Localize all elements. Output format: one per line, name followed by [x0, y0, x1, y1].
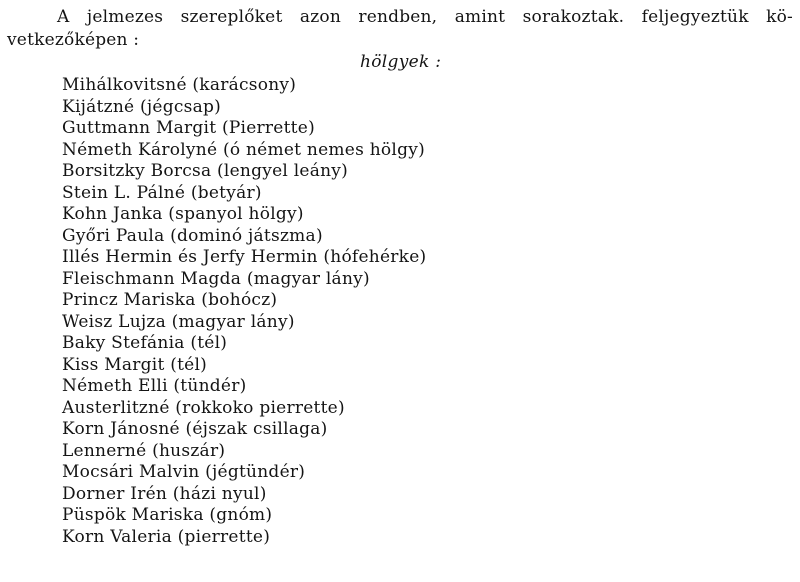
- list-item: Stein L. Pálné (betyár): [62, 182, 262, 203]
- intro-paragraph-line2: vetkezőképen :: [7, 30, 140, 50]
- intro-text-line1: A jelmezes szereplőket azon rendben, amint sorakoztak. feljegyeztük kö-: [57, 7, 793, 27]
- list-item: Austerlitzné (rokkoko pierrette): [62, 397, 345, 418]
- list-item: Németh Károlyné (ó német nemes hölgy): [62, 139, 425, 160]
- list-item: Kijátzné (jégcsap): [62, 96, 221, 117]
- list-item: Mocsári Malvin (jégtündér): [62, 462, 306, 482]
- intro-paragraph-line1: [7, 6, 793, 29]
- participant-list: [62, 75, 426, 548]
- list-item: Mihálkovitsné (karácsony): [62, 75, 297, 95]
- list-item: Lennerné (huszár): [62, 440, 226, 461]
- list-item: Püspök Mariska (gnóm): [62, 505, 273, 525]
- list-item: Guttmann Margit (Pierrette): [62, 118, 315, 138]
- list-item: Kohn Janka (spanyol hölgy): [62, 204, 304, 224]
- list-item: Fleischmann Magda (magyar lány): [62, 268, 370, 289]
- section-heading: hölgyek :: [360, 52, 442, 72]
- list-item: Korn Jánosné (éjszak csillaga): [62, 419, 328, 439]
- list-item: Dorner Irén (házi nyul): [62, 483, 267, 504]
- list-item: Győri Paula (dominó játszma): [62, 225, 323, 246]
- list-item: Borsitzky Borcsa (lengyel leány): [62, 161, 349, 181]
- list-item: Princz Mariska (bohócz): [62, 290, 278, 310]
- list-item: Weisz Lujza (magyar lány): [62, 311, 295, 332]
- list-item: Németh Elli (tündér): [62, 376, 247, 396]
- list-item: Baky Stefánia (tél): [62, 333, 228, 353]
- list-item: Korn Valeria (pierrette): [62, 526, 271, 547]
- list-item: Kiss Margit (tél): [62, 354, 208, 375]
- list-item: Illés Hermin és Jerfy Hermin (hófehérke): [62, 247, 427, 267]
